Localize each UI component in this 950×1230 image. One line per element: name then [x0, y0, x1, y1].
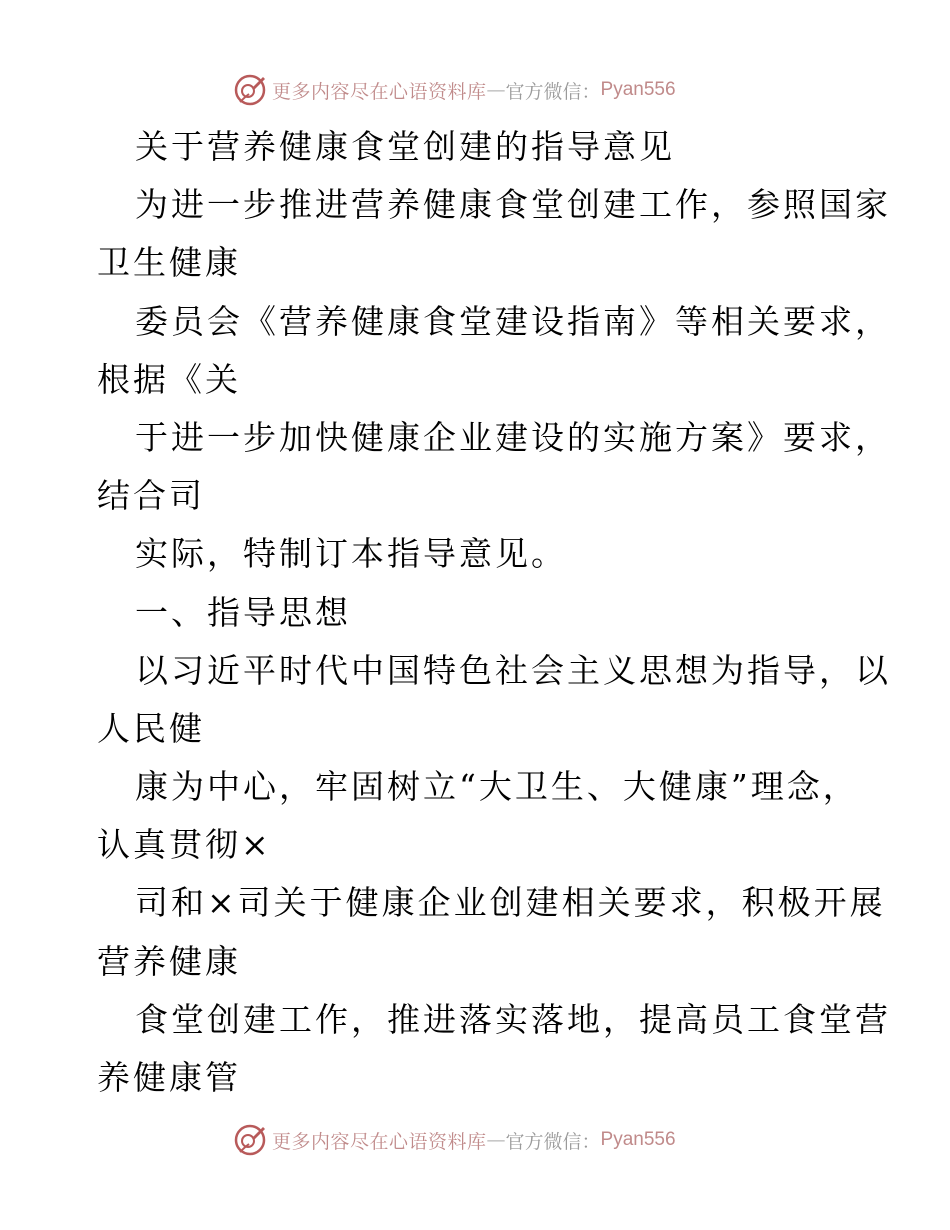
text-line: 根据《关: [97, 359, 241, 399]
text-line: 实际，特制订本指导意见。: [135, 534, 567, 574]
watermark-wechat-id: Pyan556: [600, 1129, 676, 1150]
watermark-dash: —: [486, 1129, 506, 1151]
text-line: 于进一步加快健康企业建设的实施方案》要求，: [135, 417, 891, 457]
text-line: 司和×司关于健康企业创建相关要求，积极开展: [135, 883, 886, 923]
watermark-wechat-id: Pyan556: [600, 79, 676, 100]
text-line: 食堂创建工作，推进落实落地，提高员工食堂营: [135, 999, 891, 1039]
text-line: 养健康管: [97, 1058, 241, 1097]
text-line: 卫生健康: [97, 243, 241, 283]
footer-watermark: [232, 1120, 752, 1160]
pen-logo-icon: [232, 1122, 268, 1158]
text-line: 人民健: [97, 708, 205, 748]
text-line: 认真贯彻×: [97, 825, 272, 865]
text-line: 结合司: [97, 476, 205, 516]
document-body: [97, 118, 891, 1107]
watermark-dash: —: [486, 79, 506, 101]
text-line: 康为中心，牢固树立“大卫生、大健康”理念，: [135, 767, 859, 807]
text-line: 以习近平时代中国特色社会主义思想为指导，以: [135, 650, 891, 690]
text-line: 营养健康: [97, 941, 241, 981]
watermark-wechat-label: 官方微信：: [505, 80, 601, 103]
text-line: 为进一步推进营养健康食堂创建工作，参照国家: [135, 185, 891, 225]
watermark-wechat-label: 官方微信：: [505, 1130, 601, 1153]
watermark-text: 更多内容尽在心语资料库: [272, 1130, 487, 1153]
text-line: 一、指导思想: [135, 592, 351, 632]
text-line: 委员会《营养健康食堂建设指南》等相关要求，: [135, 301, 891, 341]
header-watermark: [232, 70, 752, 110]
watermark-text: 更多内容尽在心语资料库: [272, 80, 487, 103]
pen-logo-icon: [232, 72, 268, 108]
text-line: 关于营养健康食堂创建的指导意见: [135, 127, 675, 166]
